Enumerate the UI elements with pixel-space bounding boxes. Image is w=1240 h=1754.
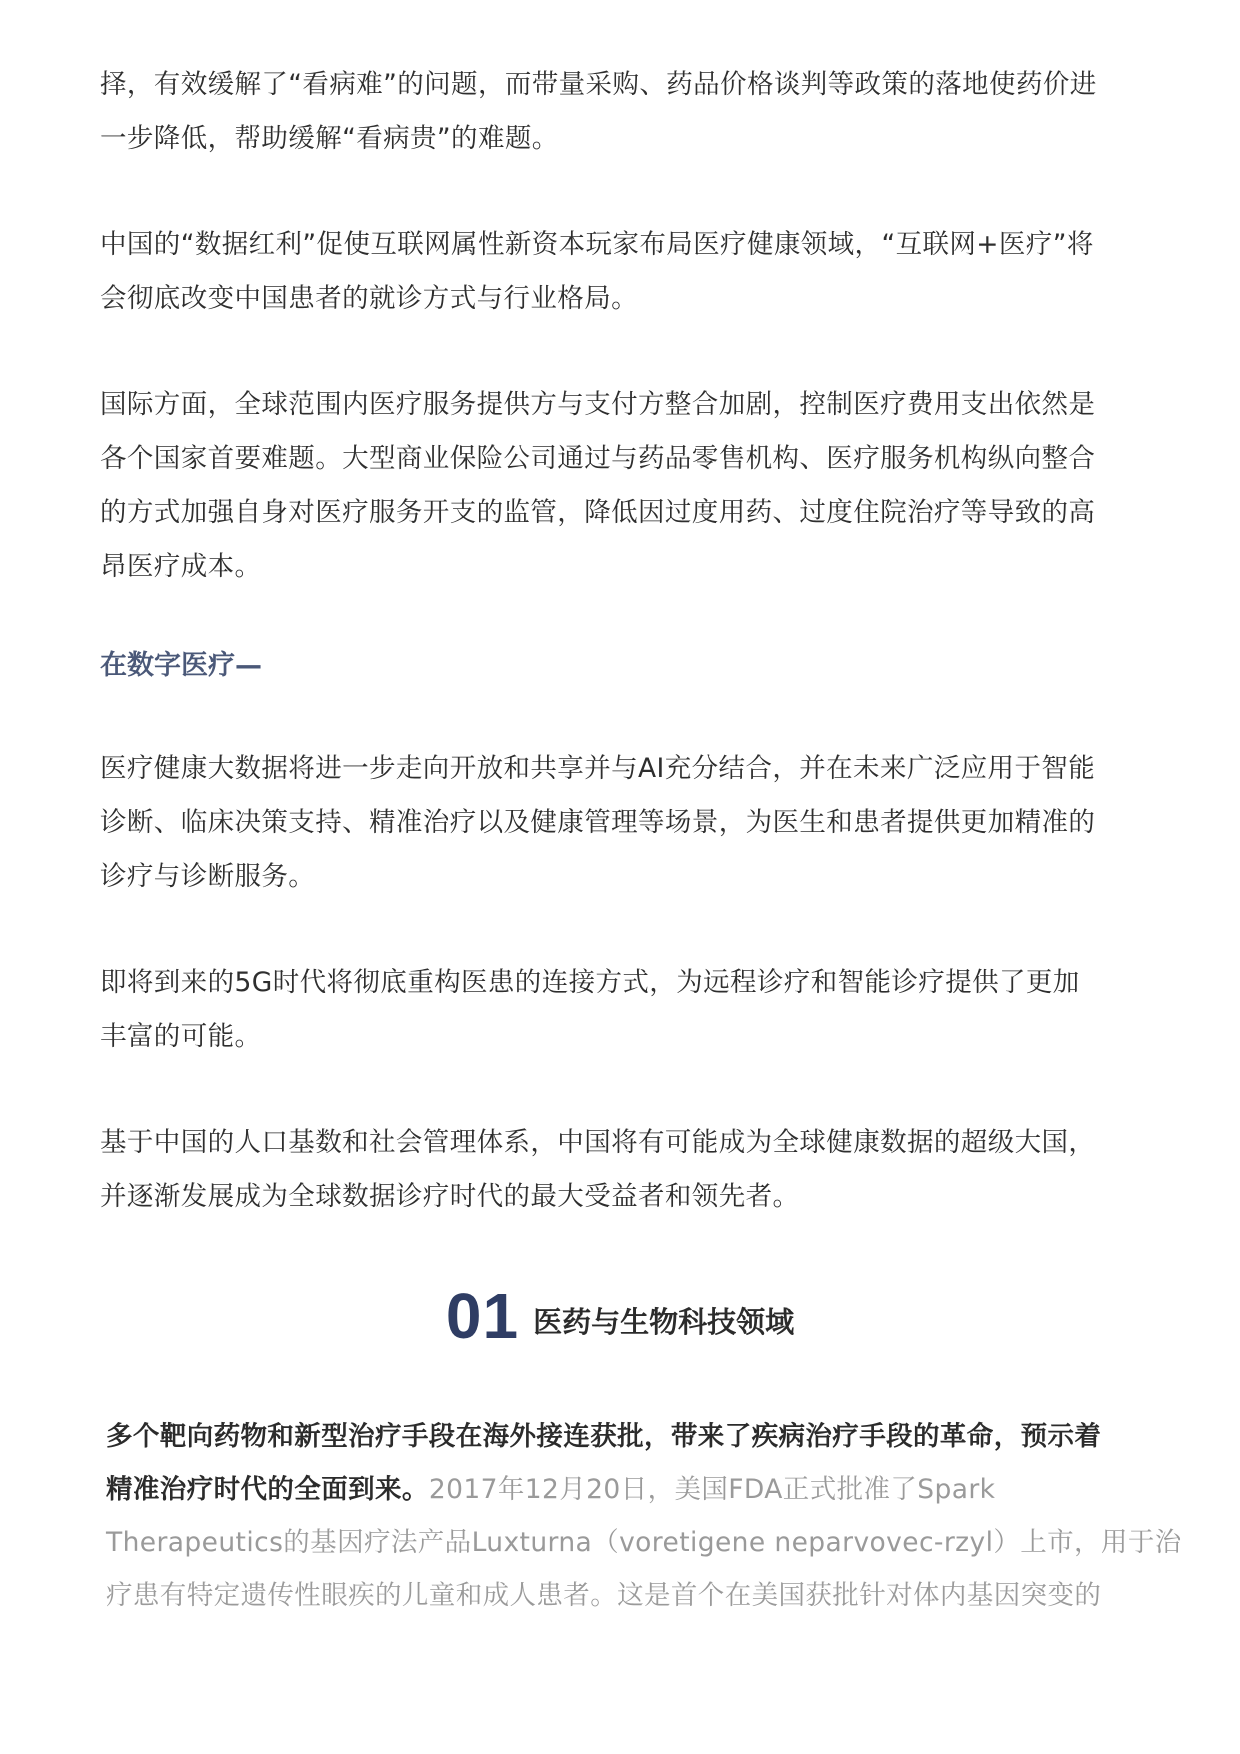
text-line-grey: 疗患有特定遗传性眼疾的儿童和成人患者。这是首个在美国获批针对体内基因突变的 (106, 1580, 1102, 1611)
paragraph-pharma-intro (106, 1410, 1182, 1622)
bold-text: 精准治疗时代的全面到来。 (106, 1474, 429, 1505)
text-line: 中国的“数据红利”促使互联网属性新资本玩家布局医疗健康领域，“互联网+医疗”将 (100, 229, 1094, 260)
grey-text: 2017年12月20日，美国FDA正式批准了Spark (428, 1474, 996, 1505)
text-line: 丰富的可能。 (100, 1021, 262, 1052)
text-line: 国际方面，全球范围内医疗服务提供方与支付方整合加剧，控制医疗费用支出依然是 (100, 389, 1096, 420)
text-line: 即将到来的5G时代将彻底重构医患的连接方式，为远程诊疗和智能诊疗提供了更加 (100, 967, 1080, 998)
text-line: 各个国家首要难题。大型商业保险公司通过与药品零售机构、医疗服务机构纵向整合 (100, 443, 1096, 474)
paragraph-population (100, 1116, 1140, 1224)
text-line-grey: Therapeutics的基因疗法产品Luxturna（voretigene neparvovec-rzyl）上市，用于治 (106, 1527, 1182, 1558)
text-line: 诊断、临床决策支持、精准治疗以及健康管理等场景，为医生和患者提供更加精准的 (100, 807, 1096, 838)
paragraph-big-data (100, 742, 1140, 904)
paragraph-international (100, 378, 1140, 594)
text-line: 并逐渐发展成为全球数据诊疗时代的最大受益者和领先者。 (100, 1181, 800, 1212)
text-line: 诊疗与诊断服务。 (100, 861, 316, 892)
paragraph-data-dividend (100, 218, 1140, 326)
section-number: 01 (445, 1280, 520, 1352)
section-title (100, 1276, 1140, 1356)
text-line: 基于中国的人口基数和社会管理体系，中国将有可能成为全球健康数据的超级大国， (100, 1127, 1096, 1158)
text-line-bold: 多个靶向药物和新型治疗手段在海外接连获批，带来了疾病治疗手段的革命，预示着 (106, 1421, 1102, 1452)
text-line: 择，有效缓解了“看病难”的问题，而带量采购、药品价格谈判等政策的落地使药价进 (100, 69, 1097, 100)
text-line: 医疗健康大数据将进一步走向开放和共享并与AI充分结合，并在未来广泛应用于智能 (100, 753, 1096, 784)
text-line-mixed (106, 1463, 1140, 1516)
section-heading-digital-health: 在数字医疗— (100, 650, 262, 681)
section-title-text: 医药与生物科技领域 (533, 1304, 795, 1339)
text-line: 会彻底改变中国患者的就诊方式与行业格局。 (100, 283, 638, 314)
paragraph-policy (100, 58, 1140, 166)
text-line: 一步降低，帮助缓解“看病贵”的难题。 (100, 123, 559, 154)
paragraph-5g (100, 956, 1140, 1064)
text-line: 的方式加强自身对医疗服务开支的监管，降低因过度用药、过度住院治疗等导致的高 (100, 497, 1096, 528)
text-line: 昂医疗成本。 (100, 551, 262, 582)
document-page (100, 58, 1182, 1622)
